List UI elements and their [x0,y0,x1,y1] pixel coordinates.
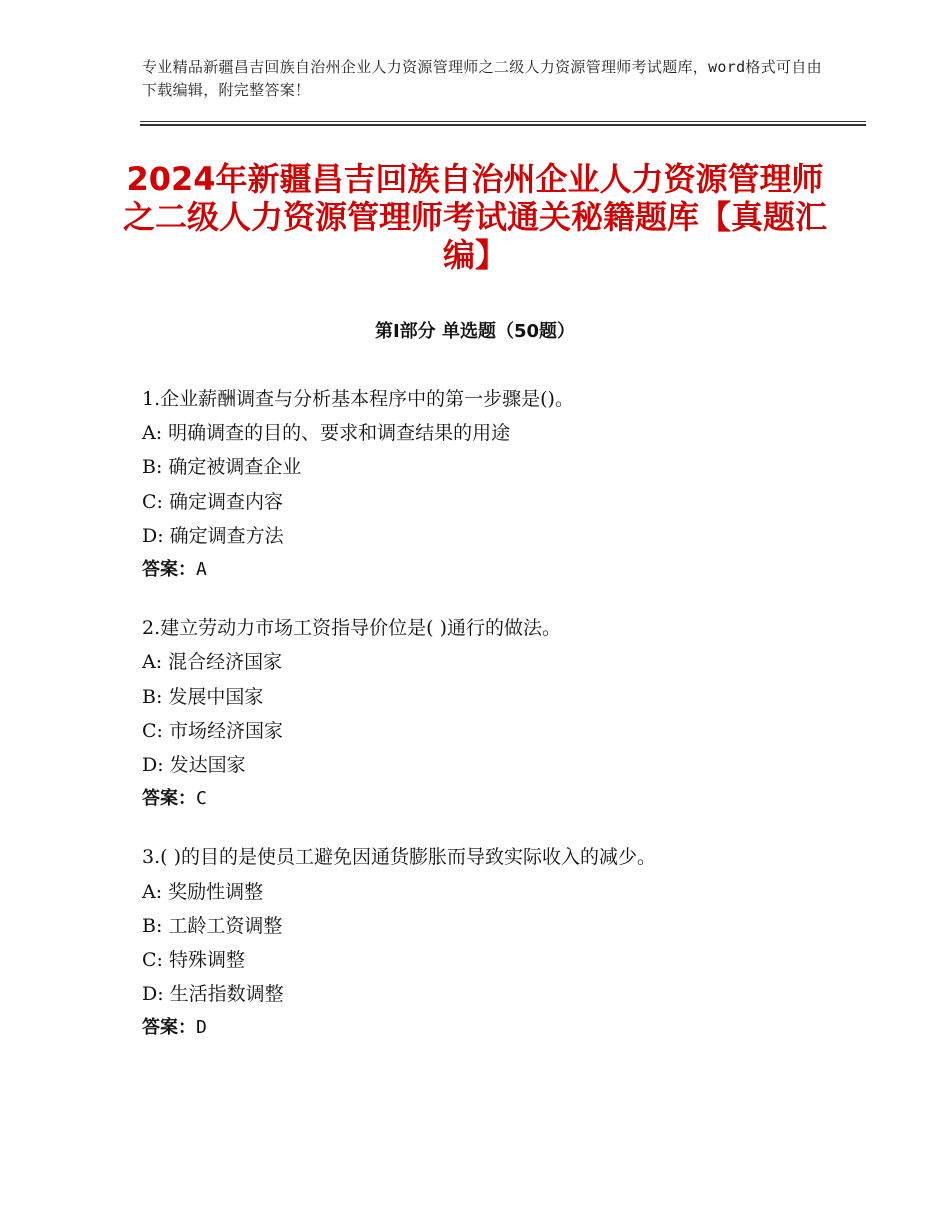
answer-line [142,782,862,816]
answer-value: C [196,788,207,810]
header-rule-thin [140,121,866,122]
question-stem: 2.建立劳动力市场工资指导价位是( )通行的做法。 [142,617,561,640]
question-list [142,382,862,1070]
answer-label: 答案： [142,1017,196,1039]
option-a: A: 奖励性调整 [142,880,264,903]
option-d: D: 生活指数调整 [142,983,284,1006]
option-c: C: 特殊调整 [142,949,245,972]
document-title: 2024年新疆昌吉回族自治州企业人力资源管理师之二级人力资源管理师考试通关秘籍题库【真题汇编】 [122,160,827,274]
question-stem: 1.企业薪酬调查与分析基本程序中的第一步骤是()。 [142,388,574,410]
option-a: A: 明确调查的目的、要求和调查结果的用途 [142,422,511,445]
option-d: D: 发达国家 [142,754,246,777]
answer-value: A [196,559,207,581]
option-d: D: 确定调查方法 [142,524,284,547]
answer-value: D [196,1017,207,1039]
option-b: B: 确定被调查企业 [142,456,302,479]
question-3 [142,840,862,1045]
answer-label: 答案： [142,559,196,581]
answer-label: 答案： [142,788,196,810]
option-a: A: 混合经济国家 [142,651,283,674]
header-rule-thick [140,124,866,126]
section-heading: 第Ⅰ部分 单选题（50题） [374,321,575,342]
answer-line [142,553,862,587]
option-c: C: 市场经济国家 [142,719,283,742]
option-c: C: 确定调查内容 [142,490,283,513]
answer-line [142,1011,862,1045]
header-note: 专业精品新疆昌吉回族自治州企业人力资源管理师之二级人力资源管理师考试题库，word格式可自由下载编辑，附完整答案！ [142,58,822,99]
option-b: B: 发展中国家 [142,685,264,708]
question-stem: 3.( )的目的是使员工避免因通货膨胀而导致实际收入的减少。 [142,846,656,869]
question-1 [142,382,862,587]
option-b: B: 工龄工资调整 [142,914,283,937]
question-2 [142,611,862,816]
